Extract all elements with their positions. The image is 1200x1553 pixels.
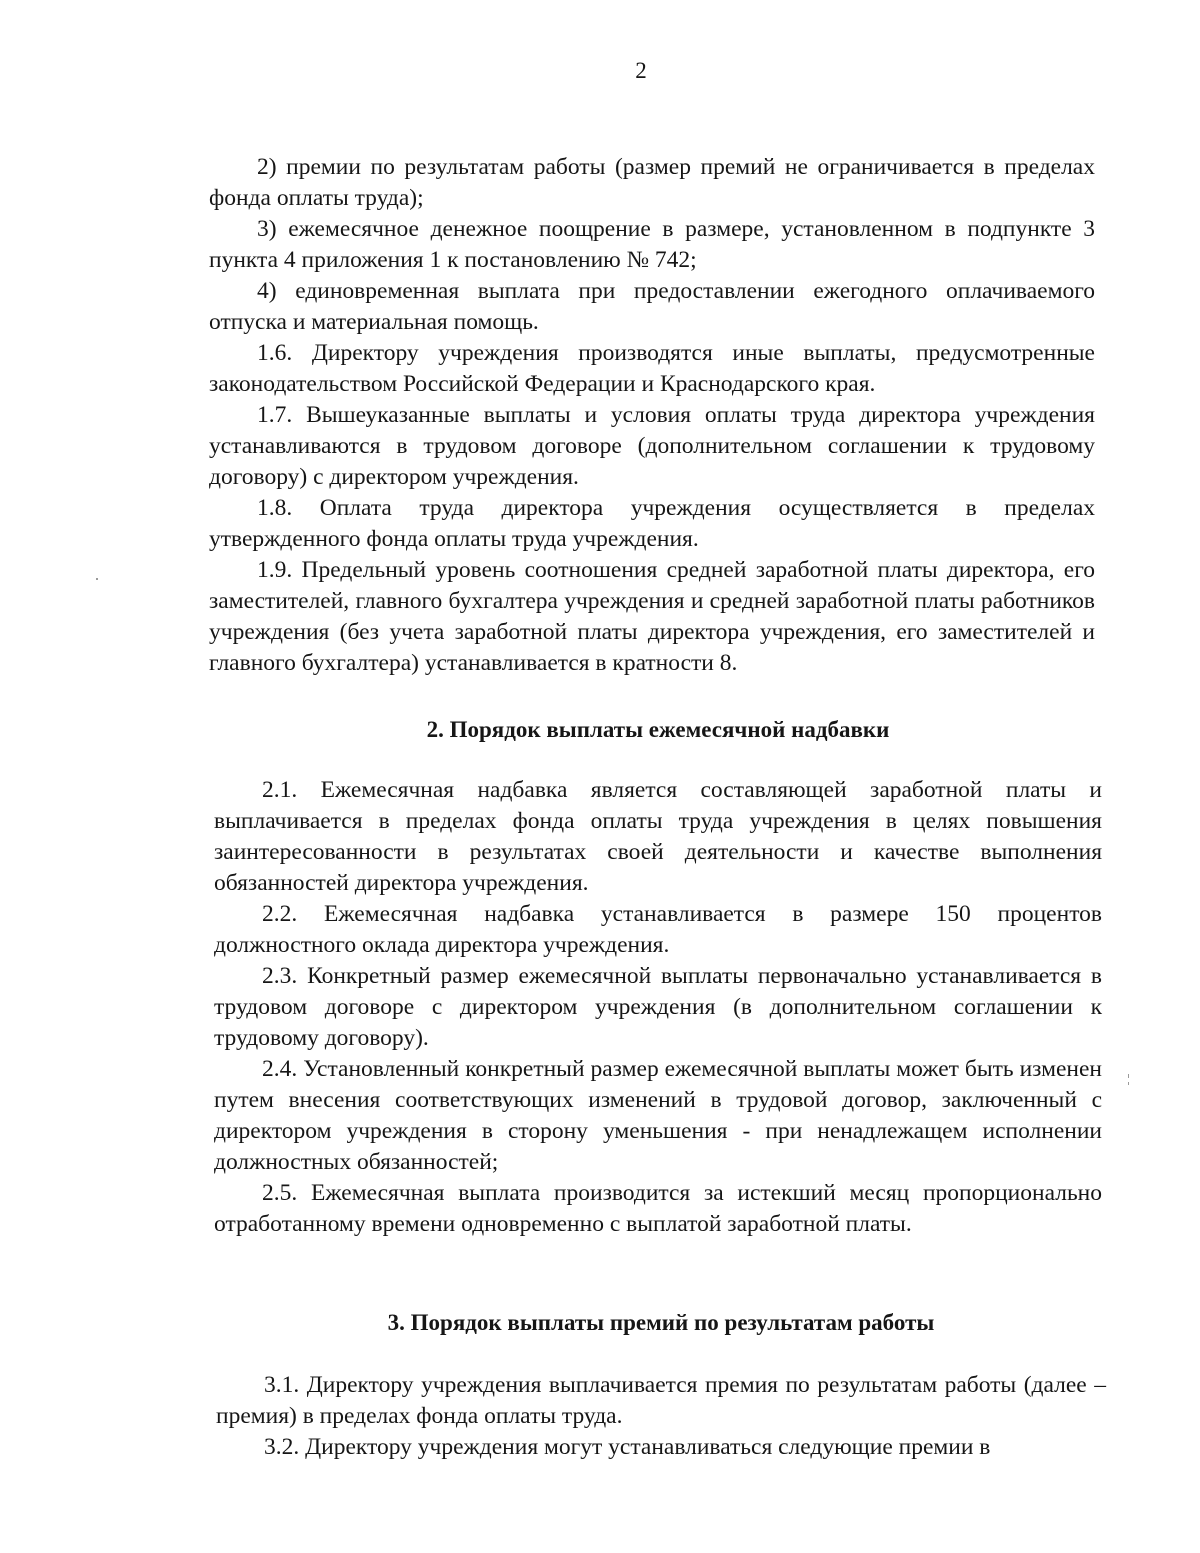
section-3-body (216, 1370, 1106, 1463)
section-1-body (209, 152, 1095, 679)
paragraph-1-8: 1.8. Оплата труда директора учреждения осуществляется в пределах утвержденного фонда оплаты труда учреждения. (209, 495, 1095, 552)
paragraph-1-6: 1.6. Директору учреждения производятся иные выплаты, предусмотренные законодательством Российской Федерации и Краснодарского края. (209, 340, 1095, 397)
section-2-body (214, 775, 1102, 1240)
paragraph-3-1: 3.1. Директору учреждения выплачивается премия по результатам работы (далее – премия) в пределах фонда оплаты труда. (216, 1372, 1106, 1429)
paragraph-2-5: 2.5. Ежемесячная выплата производится за истекший месяц пропорционально отработанному времени одновременно с выплатой заработной платы. (214, 1180, 1102, 1237)
paragraph-1-7: 1.7. Вышеуказанные выплаты и условия оплаты труда директора учреждения устанавливаются в трудовом договоре (дополнительном соглашении к трудовому договору) с директором учреждения. (209, 402, 1095, 490)
section-2-heading: 2. Порядок выплаты ежемесячной надбавки (426, 717, 890, 742)
paragraph-bonus-results: 2) премии по результатам работы (размер премий не ограничивается в пределах фонда оплаты труда); (209, 154, 1095, 211)
paragraph-1-9: 1.9. Предельный уровень соотношения средней заработной платы директора, его заместителей, главного бухгалтера учреждения и средней заработной платы работников учреждения (без учета заработной платы директора учреждения, его заместителей и главного бухгалтера) устанавливается в кратности 8. (209, 557, 1095, 676)
paragraph-2-4: 2.4. Установленный конкретный размер ежемесячной выплаты может быть изменен путем внесения соответствующих изменений в трудовой договор, заключенный с директором учреждения в сторону уменьшения - при ненадлежащем исполнении должностных обязанностей; (214, 1056, 1102, 1175)
scan-speck (1128, 1082, 1129, 1085)
paragraph-monthly-encouragement: 3) ежемесячное денежное поощрение в размере, установленном в подпункте 3 пункта 4 приложения 1 к постановлению № 742; (209, 216, 1095, 273)
paragraph-3-2: 3.2. Директору учреждения могут устанавливаться следующие премии в (264, 1434, 991, 1460)
paragraph-2-3: 2.3. Конкретный размер ежемесячной выплаты первоначально устанавливается в трудовом договоре с директором учреждения (в дополнительном соглашении к трудовому договору). (214, 963, 1102, 1051)
paragraph-one-time-payment: 4) единовременная выплата при предоставлении ежегодного оплачиваемого отпуска и материальная помощь. (209, 278, 1095, 335)
scan-speck (96, 578, 98, 580)
paragraph-2-2: 2.2. Ежемесячная надбавка устанавливается в размере 150 процентов должностного оклада директора учреждения. (214, 901, 1102, 958)
scan-speck (1128, 1074, 1129, 1078)
paragraph-2-1: 2.1. Ежемесячная надбавка является составляющей заработной платы и выплачивается в пределах фонда оплаты труда учреждения в целях повышения заинтересованности в результатах своей деятельности и качестве выполнения обязанностей директора учреждения. (214, 777, 1102, 896)
section-3-heading: 3. Порядок выплаты премий по результатам работы (387, 1310, 935, 1335)
page-number: 2 (635, 58, 647, 83)
